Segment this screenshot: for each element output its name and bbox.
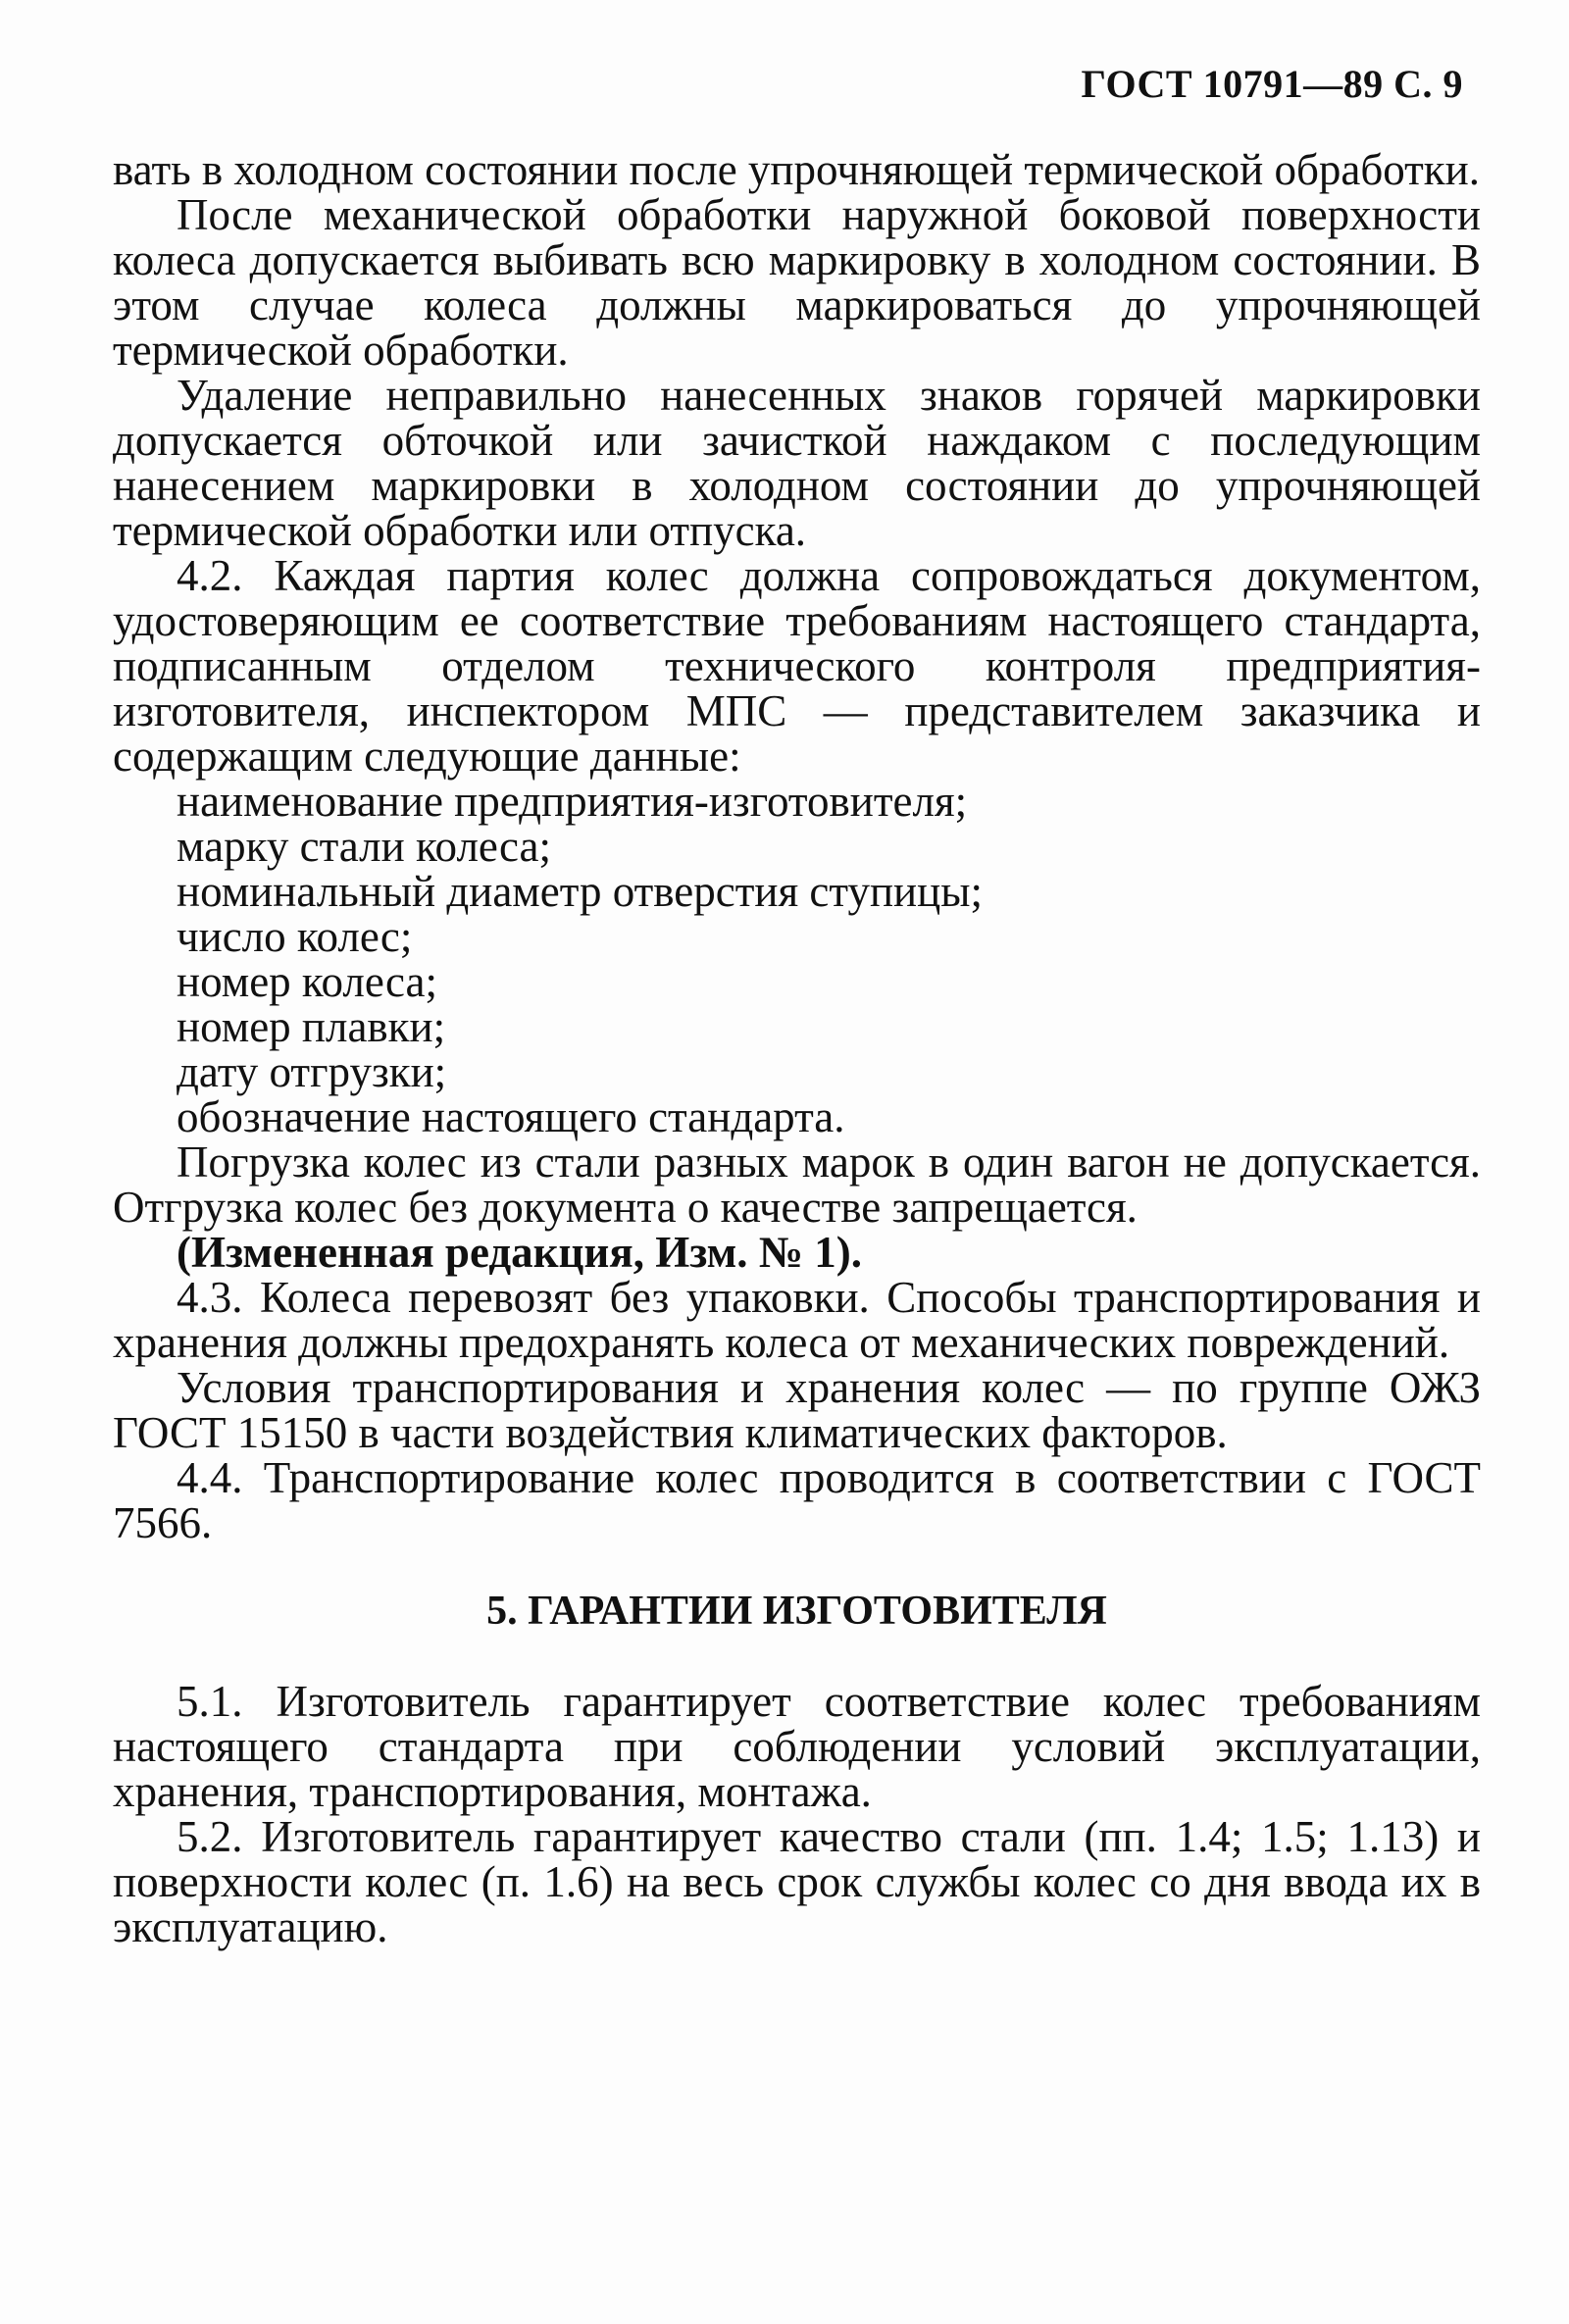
list-item: число колес; (177, 912, 413, 961)
list-item: наименование предприятия-изготовителя; (177, 777, 968, 826)
paragraph-5-2: 5.2. Изготовитель гарантирует качество стали (пп. 1.4; 1.5; 1.13) и поверхности колес (п. 1.6) на весь срок службы колес со дня ввода их в эксплуатацию. (113, 1812, 1481, 1951)
paragraph-transport-conditions: Условия транспортирования и хранения колес — по группе ОЖЗ ГОСТ 15150 в части воздействия климатических факторов. (113, 1363, 1481, 1457)
list-item: номер колеса; (177, 957, 437, 1006)
paragraph-5-1: 5.1. Изготовитель гарантирует соответствие колес требованиям настоящего стандарта при соблюдении условий эксплуатации, хранения, транспортирования, монтажа. (113, 1677, 1481, 1816)
paragraph-4-4: 4.4. Транспортирование колес проводится в соответствии с ГОСТ 7566. (113, 1453, 1481, 1547)
amendment-note: (Измененная редакция, Изм. № 1). (177, 1228, 863, 1277)
list-item: номинальный диаметр отверстия ступицы; (177, 867, 983, 916)
running-header: ГОСТ 10791—89 С. 9 (1081, 62, 1463, 106)
document-contents-list (113, 779, 1481, 1139)
page-body (113, 147, 1481, 1949)
list-item: дату отгрузки; (177, 1047, 447, 1096)
paragraph-loading: Погрузка колес из стали разных марок в один вагон не допускается. Отгрузка колес без документа о качестве запрещается. (113, 1137, 1481, 1232)
list-item: марку стали колеса; (177, 822, 551, 871)
list-item: номер плавки; (177, 1002, 446, 1051)
paragraph-continuation: вать в холодном состоянии после упрочняющей термической обработки. (113, 145, 1480, 194)
paragraph-marking-after-machining: После механической обработки наружной боковой поверхности колеса допускается выбивать всю маркировку в холодном состоянии. В этом случае колеса должны маркироваться до упрочняющей термической обработки. (113, 190, 1481, 375)
list-item: обозначение настоящего стандарта. (177, 1092, 845, 1141)
section-heading: 5. ГАРАНТИИ ИЗГОТОВИТЕЛЯ (486, 1589, 1107, 1634)
paragraph-4-3: 4.3. Колеса перевозят без упаковки. Способы транспортирования и хранения должны предохранять колеса от механических повреждений. (113, 1273, 1481, 1367)
paragraph-marking-removal: Удаление неправильно нанесенных знаков горячей маркировки допускается обточкой или зачисткой наждаком с последующим нанесением маркировки в холодном состоянии до упрочняющей термической обработки или отпуска. (113, 371, 1481, 555)
paragraph-4-2: 4.2. Каждая партия колес должна сопровождаться документом, удостоверяющим ее соответствие требованиям настоящего стандарта, подписанным отделом технического контроля предприятия-изготовителя, инспектором МПС — представителем заказчика и содержащим следующие данные: (113, 551, 1481, 781)
